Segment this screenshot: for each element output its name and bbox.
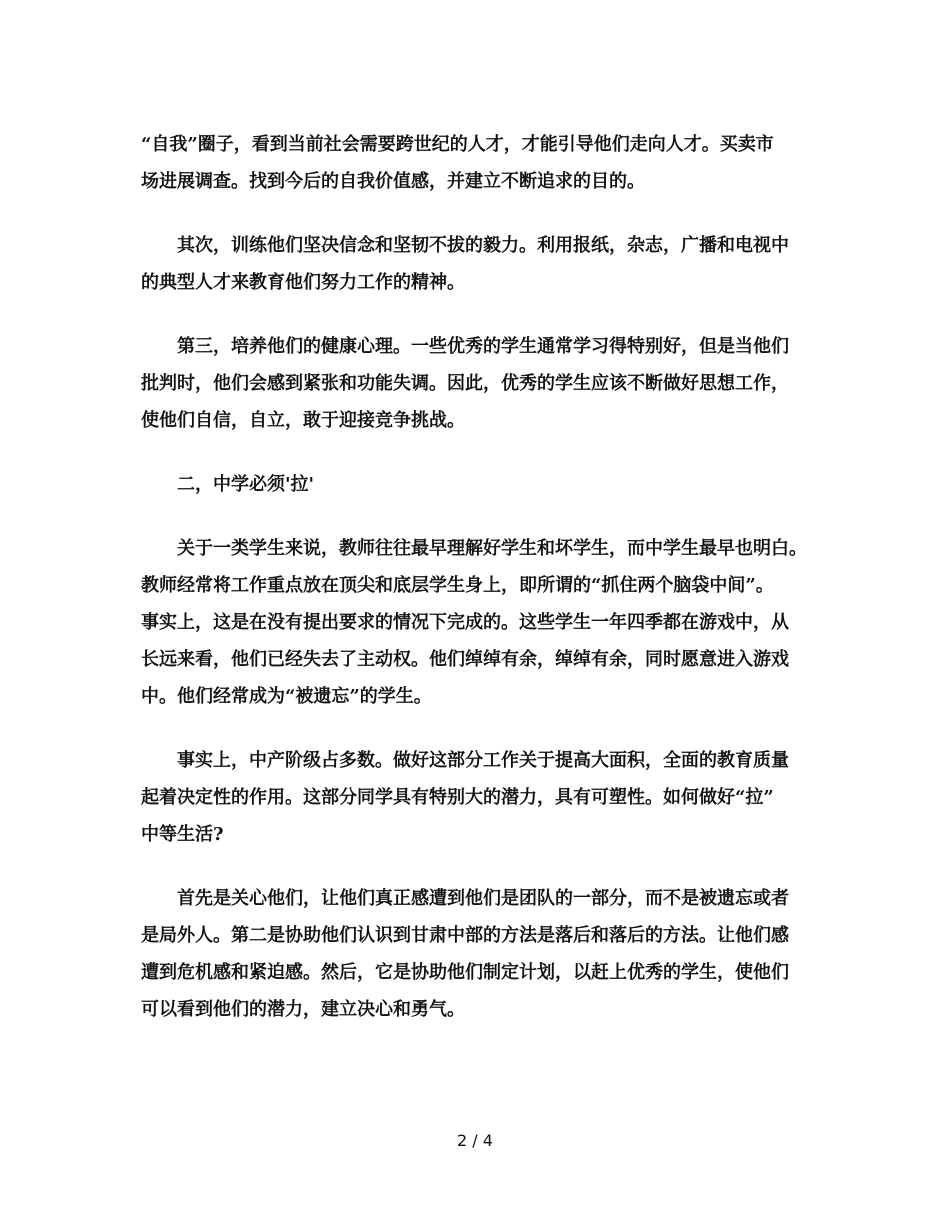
paragraph-line: 事实上，这是在没有提出要求的情况下完成的。这些学生一年四季都在游戏中，从 <box>141 612 789 633</box>
paragraph <box>141 126 831 200</box>
paragraph <box>141 227 831 301</box>
paragraph <box>141 742 831 853</box>
section-heading <box>141 466 831 503</box>
paragraph-line: 场进展调查。找到今后的自我价值感，并建立不断追求的目的。 <box>141 171 645 192</box>
paragraph-line: 第三，培养他们的健康心理。一些优秀的学生通常学习得特别好，但是当他们 <box>177 336 789 357</box>
paragraph-line: 事实上，中产阶级占多数。做好这部分工作关于提高大面积，全面的教育质量 <box>177 750 789 771</box>
paragraph-line: 可以看到他们的潜力，建立决心和勇气。 <box>141 999 465 1020</box>
paragraph-line: 批判时，他们会感到紧张和功能失调。因此，优秀的学生应该不断做好思想工作， <box>141 373 789 394</box>
paragraph-line: 其次，训练他们坚决信念和坚韧不拔的毅力。利用报纸，杂志，广播和电视中 <box>177 235 789 256</box>
paragraph <box>141 880 831 1028</box>
paragraph-line: 中。他们经常成为“被遗忘”的学生。 <box>141 686 432 707</box>
paragraph-line: 中等生活? <box>141 824 224 845</box>
paragraph-line: 使他们自信，自立，敢于迎接竞争挑战。 <box>141 410 465 431</box>
paragraph-line: 长远来看，他们已经失去了主动权。他们绰绰有余，绰绰有余，同时愿意进入游戏 <box>141 649 789 670</box>
paragraph <box>141 530 831 715</box>
paragraph-line: 是局外人。第二是协助他们认识到甘肃中部的方法是落后和落后的方法。让他们感 <box>141 925 789 946</box>
paragraph-line: “自我”圈子，看到当前社会需要跨世纪的人才，才能引导他们走向人才。买卖市 <box>141 134 774 155</box>
paragraph-line: 的典型人才来教育他们努力工作的精神。 <box>141 272 465 293</box>
paragraph-line: 关于一类学生来说，教师往往最早理解好学生和坏学生，而中学生最早也明白。 <box>177 538 807 559</box>
paragraph-line: 起着决定性的作用。这部分同学具有特别大的潜力，具有可塑性。如何做好“拉” <box>141 787 774 808</box>
paragraph-line: 遭到危机感和紧迫感。然后，它是协助他们制定计划，以赶上优秀的学生，使他们 <box>141 962 789 983</box>
page-number: 2 / 4 <box>457 1131 493 1150</box>
paragraph <box>141 328 831 439</box>
section-heading-line: 二，中学必须'拉' <box>177 474 315 495</box>
document-body <box>141 126 831 1028</box>
paragraph-line: 教师经常将工作重点放在顶尖和底层学生身上，即所谓的“抓住两个脑袋中间”。 <box>141 575 774 596</box>
paragraph-line: 首先是关心他们，让他们真正感遭到他们是团队的一部分，而不是被遗忘或者 <box>177 888 789 909</box>
